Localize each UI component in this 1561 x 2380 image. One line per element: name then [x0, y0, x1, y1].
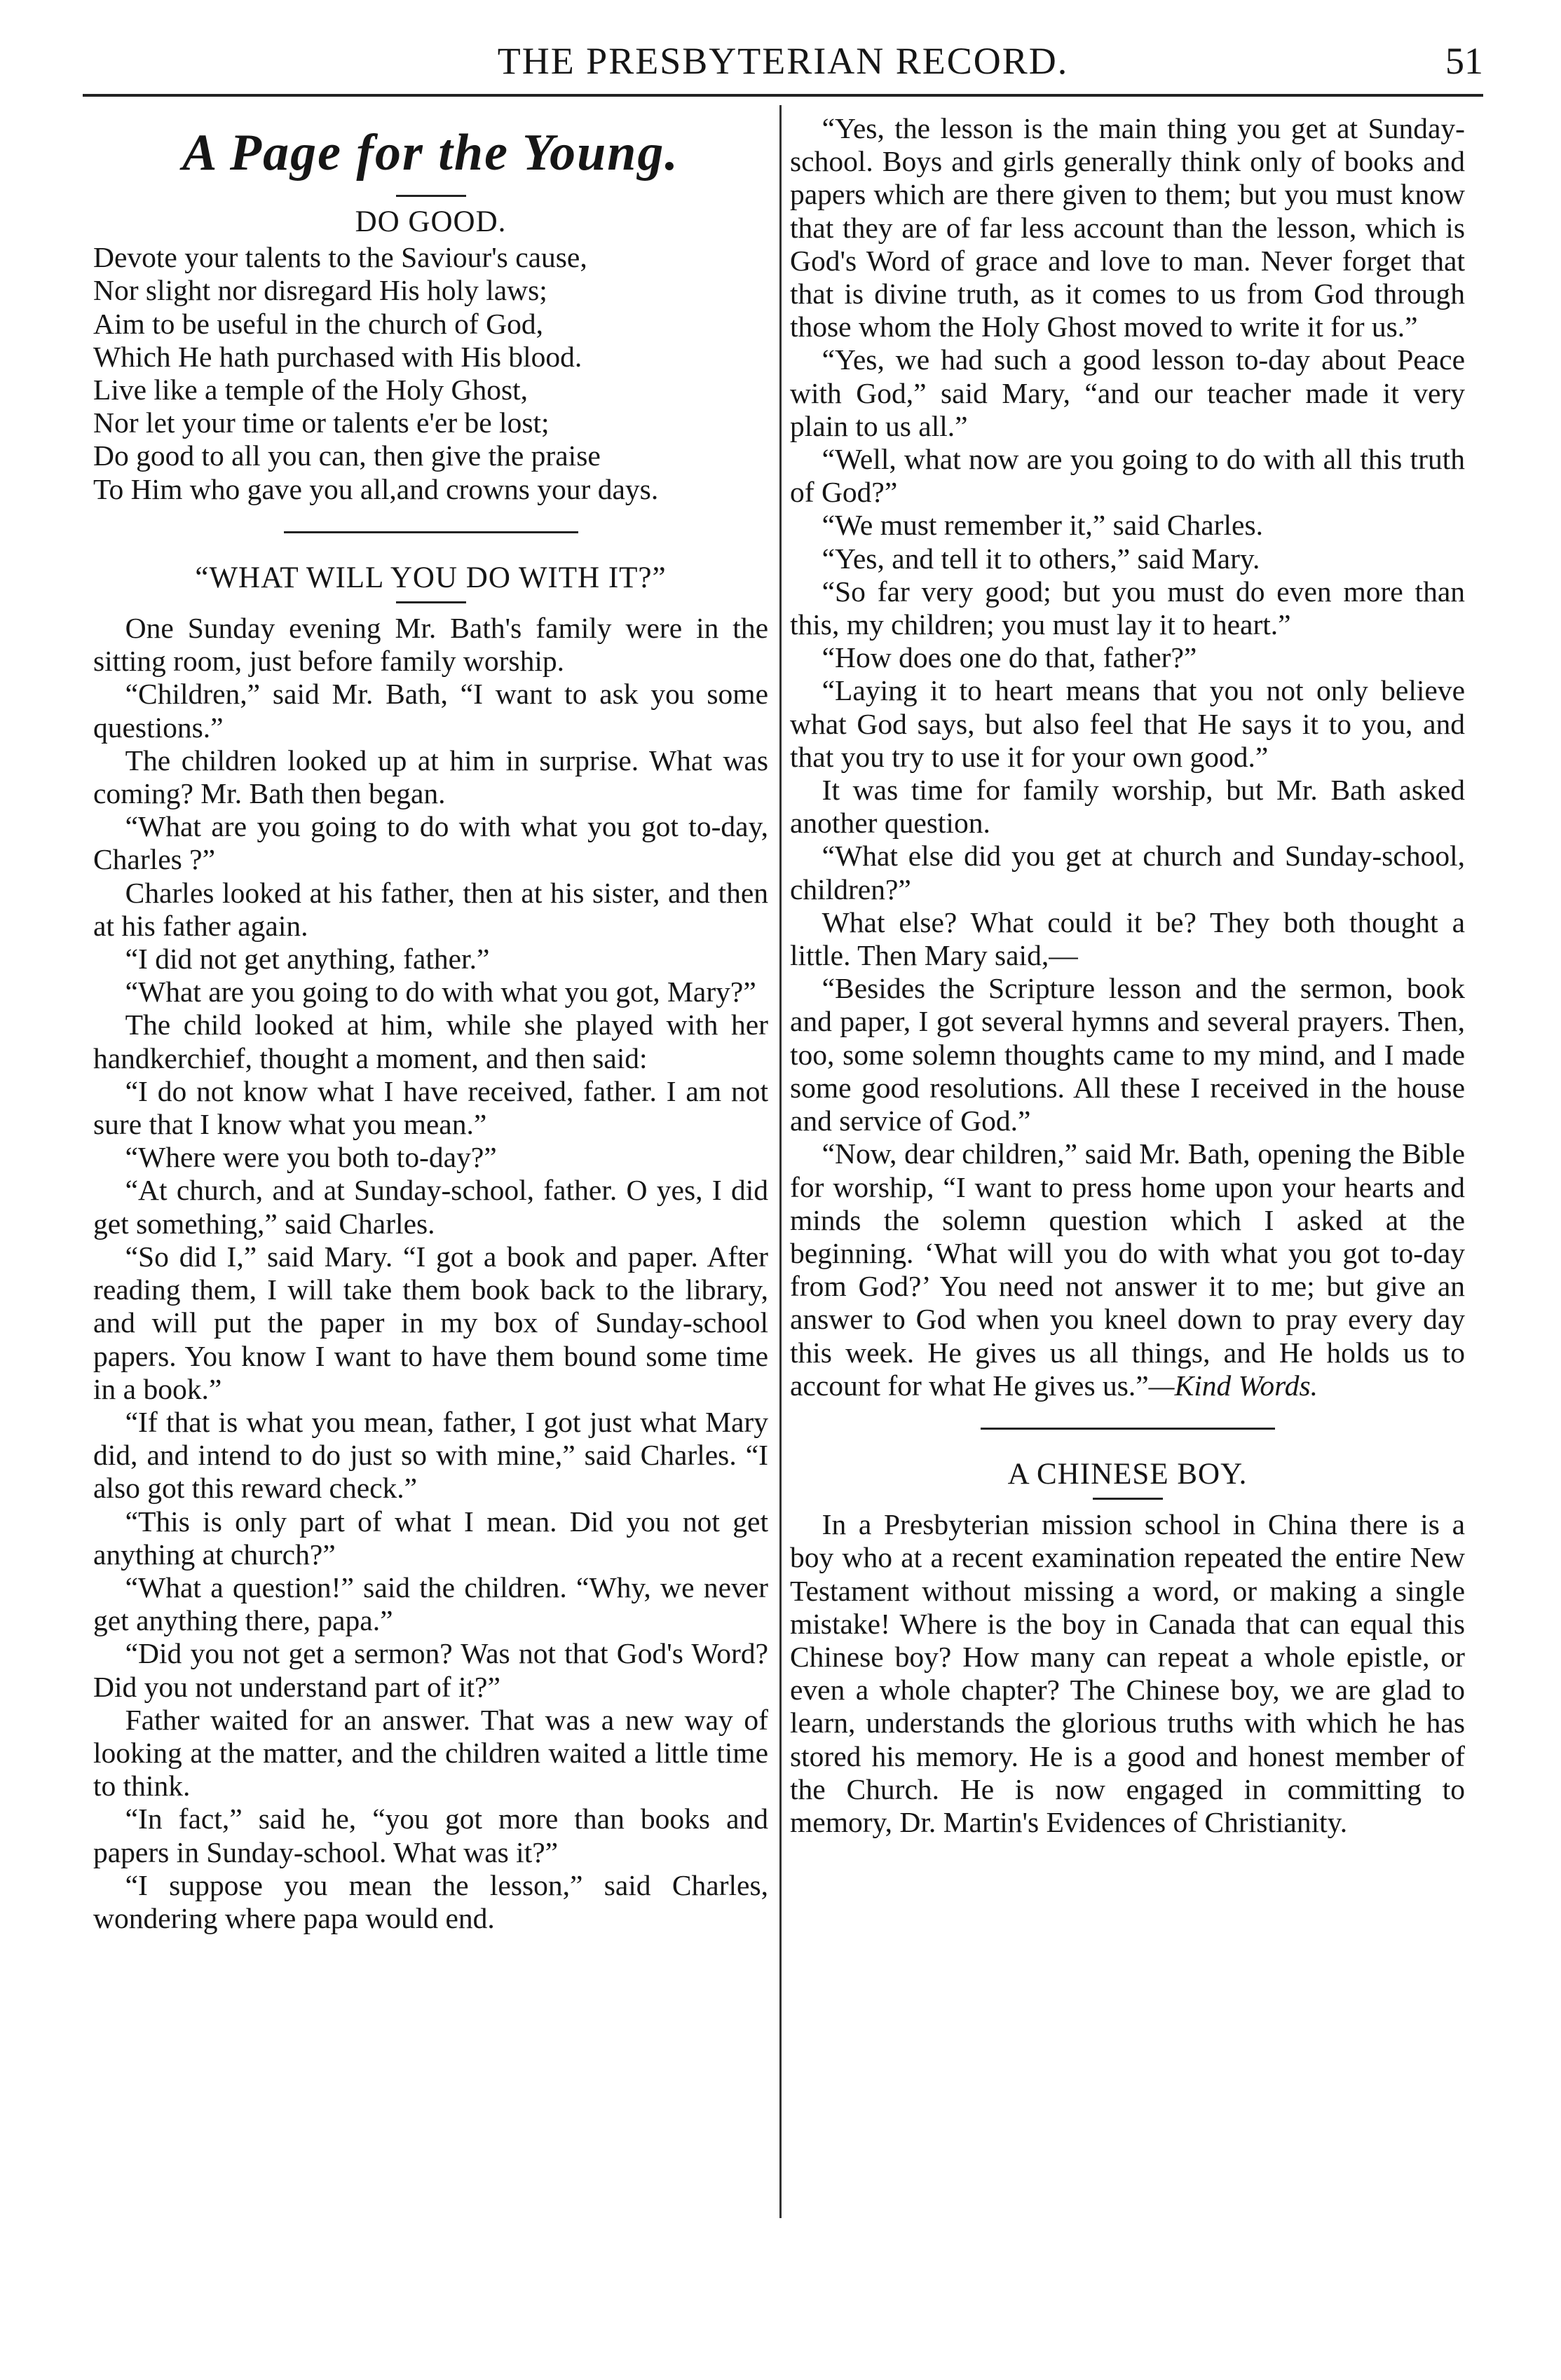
poem-line: Nor let your time or talents e'er be lost;	[93, 406, 550, 439]
divider	[396, 195, 466, 197]
paragraph: The child looked at him, while she played with her handkerchief, thought a moment, and then said:	[93, 1008, 768, 1074]
paragraph: “Children,” said Mr. Bath, “I want to ask you some questions.”	[93, 678, 768, 744]
paragraph: One Sunday evening Mr. Bath's family were in the sitting room, just before family worship.	[93, 612, 768, 678]
story-title: “WHAT WILL YOU DO WITH IT?”	[195, 561, 667, 594]
paragraph: “How does one do that, father?”	[822, 641, 1197, 674]
paragraph: “If that is what you mean, father, I got just what Mary did, and intend to do just so with mine,” said Charles. “I also got this reward check.”	[93, 1405, 768, 1505]
paragraph: Charles looked at his father, then at his sister, and then at his father again.	[93, 876, 768, 942]
paragraph: “I suppose you mean the lesson,” said Charles, wondering where papa would end.	[93, 1868, 768, 1934]
poem-line: Nor slight nor disregard His holy laws;	[93, 274, 547, 307]
column-divider	[779, 105, 782, 2218]
poem-title: DO GOOD.	[355, 205, 507, 238]
paragraph: “In fact,” said he, “you got more than books and papers in Sunday-school. What was it?”	[93, 1803, 768, 1868]
paragraph: “Laying it to heart means that you not only believe what God says, but also feel that He says it to you, and that you try to use it for your own good.”	[790, 674, 1465, 773]
poem	[93, 241, 768, 506]
paragraph: “Did you not get a sermon? Was not that God's Word? Did you not understand part of it?”	[93, 1637, 768, 1703]
paragraph: “Well, what now are you going to do with all this truth of God?”	[790, 443, 1465, 509]
paragraph: “What are you going to do with what you got, Mary?”	[125, 976, 756, 1008]
paragraph: “Yes, and tell it to others,” said Mary.	[822, 542, 1260, 575]
paragraph: “So far very good; but you must do even more than this, my children; you must lay it to heart.”	[790, 575, 1465, 641]
paragraph: What else? What could it be? They both thought a little. Then Mary said,—	[790, 905, 1465, 972]
section-heading: A Page for the Young.	[182, 124, 679, 182]
poem-line: Which He hath purchased with His blood.	[93, 340, 582, 373]
paragraph: “I did not get anything, father.”	[125, 943, 490, 976]
article-title: A CHINESE BOY.	[1007, 1457, 1248, 1491]
poem-line: Devote your talents to the Saviour's cause,	[93, 241, 587, 274]
paragraph: “Where were you both to-day?”	[125, 1141, 497, 1174]
paragraph-text: “Now, dear children,” said Mr. Bath, opening the Bible for worship, “I want to press home upon your hearts and minds the solemn question which I asked at the beginning. ‘What will you do with what you got to-day from God?’ You need not answer it to me; but give an answer to God when you kneel down to pray every day this week. He gives us all things, and He holds us to account for what He gives us.”	[790, 1137, 1465, 1402]
poem-line: Do good to all you can, then give the praise	[93, 439, 601, 472]
divider	[981, 1428, 1275, 1430]
page-number: 51	[1445, 40, 1483, 82]
poem-line: Aim to be useful in the church of God,	[93, 307, 543, 340]
paragraph: “What are you going to do with what you got to-day, Charles ?”	[93, 810, 768, 876]
divider	[284, 531, 578, 533]
paragraph: “So did I,” said Mary. “I got a book and paper. After reading them, I will take them book back to the library, and will put the paper in my box of Sunday-school papers. You know I want to have them bound some time in a book.”	[93, 1240, 768, 1405]
paragraph	[790, 1137, 1465, 1402]
paragraph: “Yes, we had such a good lesson to-day about Peace with God,” said Mary, “and our teacher made it very plain to us all.”	[790, 343, 1465, 442]
left-column	[93, 112, 768, 1935]
right-column	[790, 112, 1465, 1839]
paragraph: “What else did you get at church and Sunday-school, children?”	[790, 840, 1465, 905]
paragraph: “This is only part of what I mean. Did you not get anything at church?”	[93, 1505, 768, 1571]
paragraph: “What a question!” said the children. “Why, we never get anything there, papa.”	[93, 1571, 768, 1637]
paragraph: It was time for family worship, but Mr. Bath asked another question.	[790, 774, 1465, 840]
divider	[396, 601, 466, 603]
paragraph: The children looked up at him in surprise. What was coming? Mr. Bath then began.	[93, 744, 768, 810]
paragraph: “At church, and at Sunday-school, father. O yes, I did get something,” said Charles.	[93, 1174, 768, 1240]
paragraph: “Yes, the lesson is the main thing you get at Sunday-school. Boys and girls generally think only of books and papers which are there given to them; but you must know that they are of far less account than the lesson, which is God's Word of grace and love to man. Never forget that that is divine truth, as it comes to us from God through those whom the Holy Ghost moved to write it for us.”	[790, 112, 1465, 343]
poem-line: Live like a temple of the Holy Ghost,	[93, 374, 529, 406]
paragraph: “We must remember it,” said Charles.	[822, 509, 1263, 542]
paragraph: “I do not know what I have received, father. I am not sure that I know what you mean.”	[93, 1074, 768, 1141]
paragraph: “Besides the Scripture lesson and the sermon, book and paper, I got several hymns and several prayers. Then, too, some solemn thoughts came to my mind, and I made some good resolutions. All these I received in the house and service of God.”	[790, 972, 1465, 1137]
divider	[1093, 1498, 1163, 1500]
poem-line: To Him who gave you all,and crowns your days.	[93, 472, 659, 505]
page-header	[83, 31, 1483, 97]
paragraph: In a Presbyterian mission school in China there is a boy who at a recent examination repeated the entire New Testament without missing a word, or making a single mistake! Where is the boy in Canada that can equal this Chinese boy? How many can repeat a whole epistle, or even a whole chapter? The Chinese boy, we are glad to learn, understands the glorious truths with which he has stored his memory. He is a good and honest member of the Church. He is now engaged in committing to memory, Dr. Martin's Evidences of Christianity.	[790, 1508, 1465, 1838]
paragraph: Father waited for an answer. That was a new way of looking at the matter, and the children waited a little time to think.	[93, 1703, 768, 1803]
publication-title: THE PRESBYTERIAN RECORD.	[497, 40, 1069, 82]
attribution: —Kind Words.	[1148, 1369, 1318, 1402]
